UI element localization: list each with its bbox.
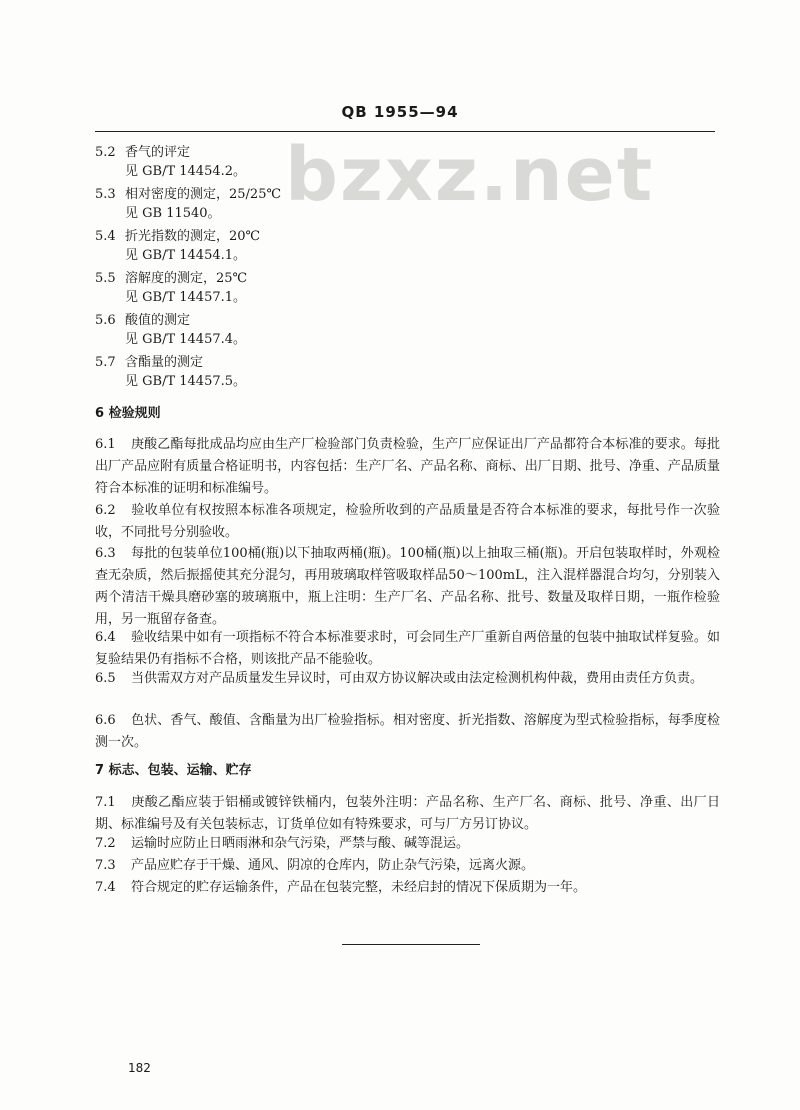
clause-number: 7.4 (95, 880, 116, 895)
page-number: 182 (128, 1061, 151, 1075)
item-title: 香气的评定 (125, 145, 191, 160)
end-divider (342, 944, 480, 945)
clause-text: 每批的包装单位100桶(瓶)以下抽取两桶(瓶)。100桶(瓶)以上抽取三桶(瓶)。开启包装取样时，外观检查无杂质，然后振摇使其充分混匀，再用玻璃取样管吸取样品50～100mL，注入混样器混合均匀，分别装入两个清洁干燥具磨砂塞的玻璃瓶中，瓶上注明：生产厂名、产品名称、批号、数量及取样日期，一瓶作检验用，另一瓶留存备查。 (95, 546, 720, 627)
clause-paragraph (95, 710, 720, 754)
clause-text: 庚酸乙酯应装于铝桶或镀锌铁桶内，包装外注明：产品名称、生产厂名、商标、批号、净重、出厂日期、标准编号及有关包装标志，订货单位如有特殊要求，可与厂方另订协议。 (95, 795, 720, 832)
clause-paragraph (95, 627, 720, 671)
clause-number: 7.3 (95, 858, 116, 873)
clause-text: 色状、香气、酸值、含酯量为出厂检验指标。相对密度、折光指数、溶解度为型式检验指标，每季度检测一次。 (95, 713, 720, 750)
page-header-title: QB 1955—94 (341, 103, 459, 121)
item-title: 溶解度的测定，25℃ (125, 271, 248, 286)
clause-number: 6.5 (95, 671, 116, 686)
clause-paragraph (95, 434, 720, 500)
method-item-ref: 见 GB/T 14454.2。 (125, 164, 247, 179)
item-title: 折光指数的测定，20℃ (125, 229, 261, 244)
section-heading: 7 标志、包装、运输、贮存 (95, 763, 252, 778)
item-number: 5.4 (95, 229, 116, 244)
method-item-title (95, 229, 260, 245)
item-number: 5.6 (95, 313, 116, 328)
clause-number: 6.1 (95, 437, 116, 452)
clause-paragraph (95, 500, 720, 544)
clause-number: 6.6 (95, 713, 116, 728)
clause-paragraph (95, 668, 720, 690)
item-title: 含酯量的测定 (125, 355, 204, 370)
item-number: 5.7 (95, 355, 116, 370)
item-number: 5.3 (95, 187, 116, 202)
clause-text: 庚酸乙酯每批成品均应由生产厂检验部门负责检验，生产厂应保证出厂产品都符合本标准的要求。每批出厂产品应附有质量合格证明书，内容包括：生产厂名、产品名称、商标、出厂日期、批号、净重、产品质量符合本标准的证明和标准编号。 (95, 437, 720, 496)
clause-paragraph (95, 792, 720, 836)
clause-paragraph (95, 543, 720, 631)
watermark: bzxz.net (285, 132, 655, 218)
method-item-title (95, 271, 247, 287)
method-item-title (95, 145, 190, 161)
clause-number: 6.3 (95, 546, 116, 561)
clause-number: 7.1 (95, 795, 116, 810)
clause-number: 6.2 (95, 503, 116, 518)
clause-text: 产品应贮存于干燥、通风、阴凉的仓库内，防止杂气污染，远离火源。 (131, 858, 535, 873)
item-number: 5.2 (95, 145, 116, 160)
clause-number: 6.4 (95, 630, 116, 645)
clause-paragraph (95, 877, 720, 899)
clause-text: 验收结果中如有一项指标不符合本标准要求时，可会同生产厂重新自两倍量的包装中抽取试样复验。如复验结果仍有指标不合格，则该批产品不能验收。 (95, 630, 720, 667)
clause-text: 当供需双方对产品质量发生异议时，可由双方协议解决或由法定检测机构仲裁，费用由责任方负责。 (131, 671, 704, 686)
item-number: 5.5 (95, 271, 116, 286)
method-item-ref: 见 GB/T 14457.1。 (125, 290, 247, 305)
section-heading: 6 检验规则 (95, 406, 161, 421)
method-item-title (95, 355, 203, 371)
item-title: 相对密度的测定，25/25℃ (125, 187, 282, 202)
method-item-ref: 见 GB/T 14454.1。 (125, 248, 247, 263)
clause-text: 运输时应防止日晒雨淋和杂气污染，严禁与酸、碱等混运。 (131, 836, 470, 851)
method-item-ref: 见 GB/T 14457.5。 (125, 374, 247, 389)
clause-text: 符合规定的贮存运输条件，产品在包装完整，未经启封的情况下保质期为一年。 (131, 880, 587, 895)
method-item-ref: 见 GB 11540。 (125, 206, 221, 221)
clause-number: 7.2 (95, 836, 116, 851)
method-item-ref: 见 GB/T 14457.4。 (125, 332, 247, 347)
clause-text: 验收单位有权按照本标准各项规定，检验所收到的产品质量是否符合本标准的要求，每批号作一次验收，不同批号分别验收。 (95, 503, 720, 540)
clause-paragraph (95, 833, 720, 855)
item-title: 酸值的测定 (125, 313, 191, 328)
method-item-title (95, 187, 281, 203)
method-item-title (95, 313, 190, 329)
clause-paragraph (95, 855, 720, 877)
